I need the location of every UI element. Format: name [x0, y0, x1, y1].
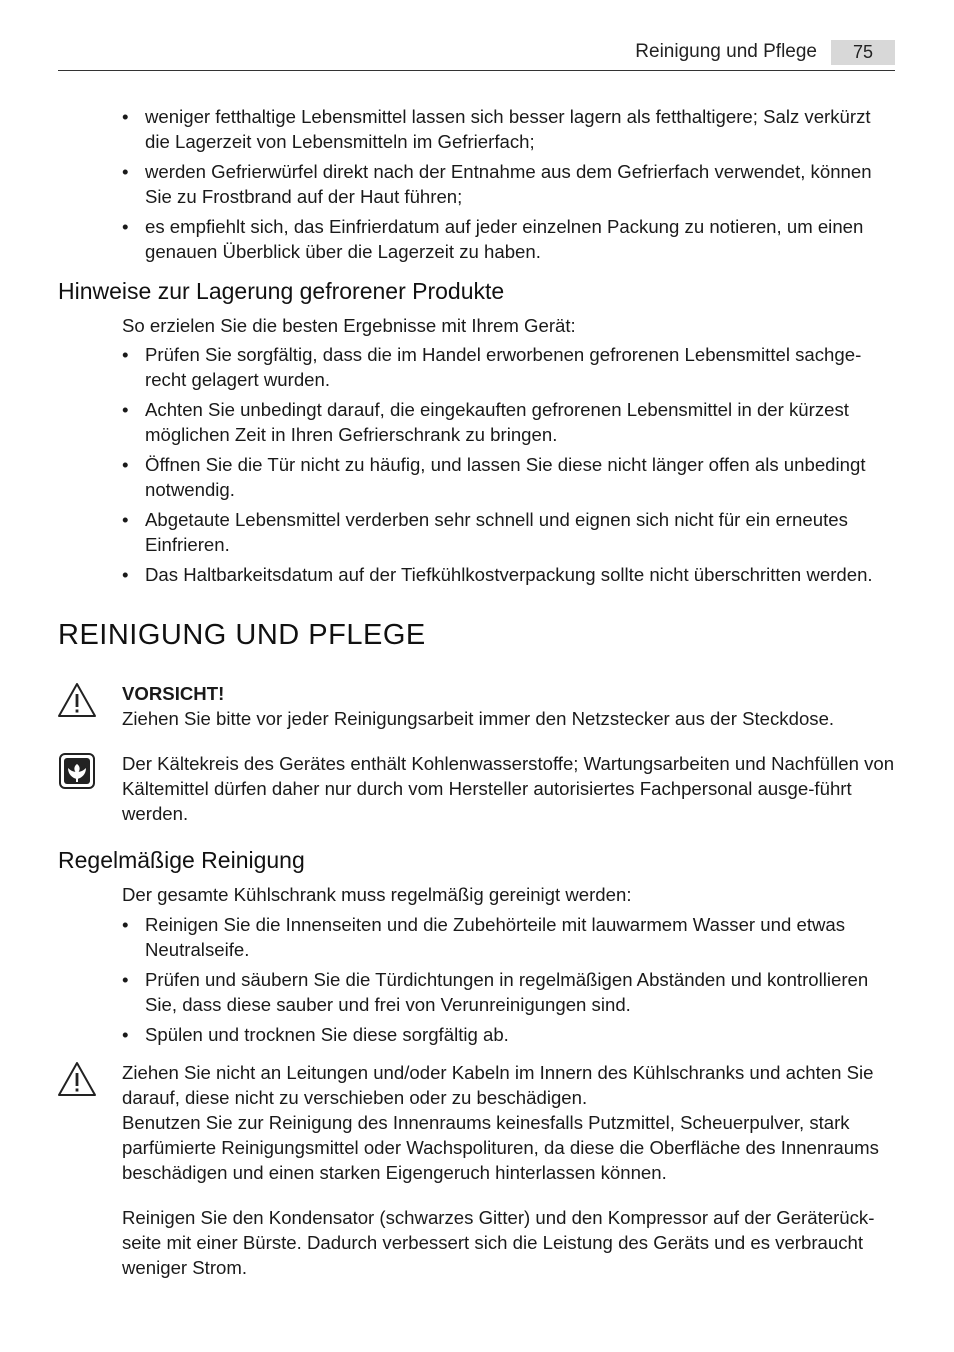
caution-text: Ziehen Sie bitte vor jeder Reinigungsarbeit immer den Netzstecker aus der Steckdose. — [122, 708, 835, 729]
list-item: • Achten Sie unbedingt darauf, die eingekauften gefrorenen Lebensmittel in der kürzest möglichen Zeit in Ihren Gefrierschrank zu bringen. — [122, 397, 897, 447]
list-item: • Reinigen Sie die Innenseiten und die Zubehörteile mit lauwarmem Wasser und etwas Neutralseife. — [122, 912, 897, 962]
list-item: • werden Gefrierwürfel direkt nach der Entnahme aus dem Gefrierfach verwendet, können Sie zu Frostbrand auf der Haut führen; — [122, 159, 897, 209]
storage-heading: Hinweise zur Lagerung gefrorener Produkte — [58, 278, 505, 304]
regular-cleaning-bullet-list — [122, 912, 897, 1047]
condenser-note: Reinigen Sie den Kondensator (schwarzes Gitter) und den Kompressor auf der Geräterück-seite mit einer Bürste. Dadurch verbessert sich die Leistung des Geräts und es verbraucht weniger Strom. — [122, 1207, 875, 1278]
top-bullet-list — [122, 104, 897, 264]
list-item: • Prüfen Sie sorgfältig, dass die im Handel erworbenen gefrorenen Lebensmittel sachge-recht gelagert wurden. — [122, 342, 897, 392]
warning-triangle-icon — [57, 1061, 97, 1097]
cleaning-warning-line1: Ziehen Sie nicht an Leitungen und/oder Kabeln im Innern des Kühlschranks und achten Sie darauf, diese nicht zu verschieben oder zu beschädigen. — [122, 1062, 874, 1108]
list-item: • weniger fetthaltige Lebensmittel lassen sich besser lagern als fetthaltigere; Salz verkürzt die Lagerzeit von Lebensmitteln im Gefrierfach; — [122, 104, 897, 154]
storage-intro: So erzielen Sie die besten Ergebnisse mit Ihrem Gerät: — [122, 315, 576, 336]
regular-cleaning-intro: Der gesamte Kühlschrank muss regelmäßig gereinigt werden: — [122, 884, 632, 905]
section-title: REINIGUNG UND PFLEGE — [58, 619, 426, 651]
cleaning-warning-line2: Benutzen Sie zur Reinigung des Innenraums keinesfalls Putzmittel, Scheuerpulver, stark parfümierte Reinigungsmittel oder Wachspolituren, da diese die Oberfläche des Innenraums beschädigen und einen starken Eigengeruch hinterlassen können. — [122, 1112, 879, 1183]
page-number: 75 — [831, 40, 895, 65]
regular-cleaning-heading: Regelmäßige Reinigung — [58, 847, 305, 873]
environment-icon — [58, 752, 96, 790]
running-header-title: Reinigung und Pflege — [635, 41, 817, 62]
warning-triangle-icon — [57, 682, 97, 718]
cleaning-warning — [122, 1060, 897, 1185]
caution-label: VORSICHT! — [122, 683, 225, 704]
environment-note: Der Kältekreis des Gerätes enthält Kohlenwasserstoffe; Wartungsarbeiten und Nachfüllen von Kältemittel dürfen daher nur durch vom Hersteller autorisiertes Fachpersonal ausge-führt werden. — [122, 753, 895, 824]
list-item: • Abgetaute Lebensmittel verderben sehr schnell und eignen sich nicht für ein erneutes Einfrieren. — [122, 507, 897, 557]
storage-bullet-list — [122, 342, 897, 587]
list-item: • Prüfen und säubern Sie die Türdichtungen in regelmäßigen Abständen und kontrollieren Sie, dass diese sauber und frei von Verunreinigungen sind. — [122, 967, 897, 1017]
page-header — [58, 38, 895, 71]
list-item: • es empfiehlt sich, das Einfrierdatum auf jeder einzelnen Packung zu notieren, um einen genauen Überblick über die Lagerzeit zu haben. — [122, 214, 897, 264]
list-item: • Das Haltbarkeitsdatum auf der Tiefkühlkostverpackung sollte nicht überschritten werden. — [122, 562, 897, 587]
caution-note — [122, 681, 897, 731]
list-item: • Spülen und trocknen Sie diese sorgfältig ab. — [122, 1022, 897, 1047]
list-item: • Öffnen Sie die Tür nicht zu häufig, und lassen Sie diese nicht länger offen als unbedingt notwendig. — [122, 452, 897, 502]
